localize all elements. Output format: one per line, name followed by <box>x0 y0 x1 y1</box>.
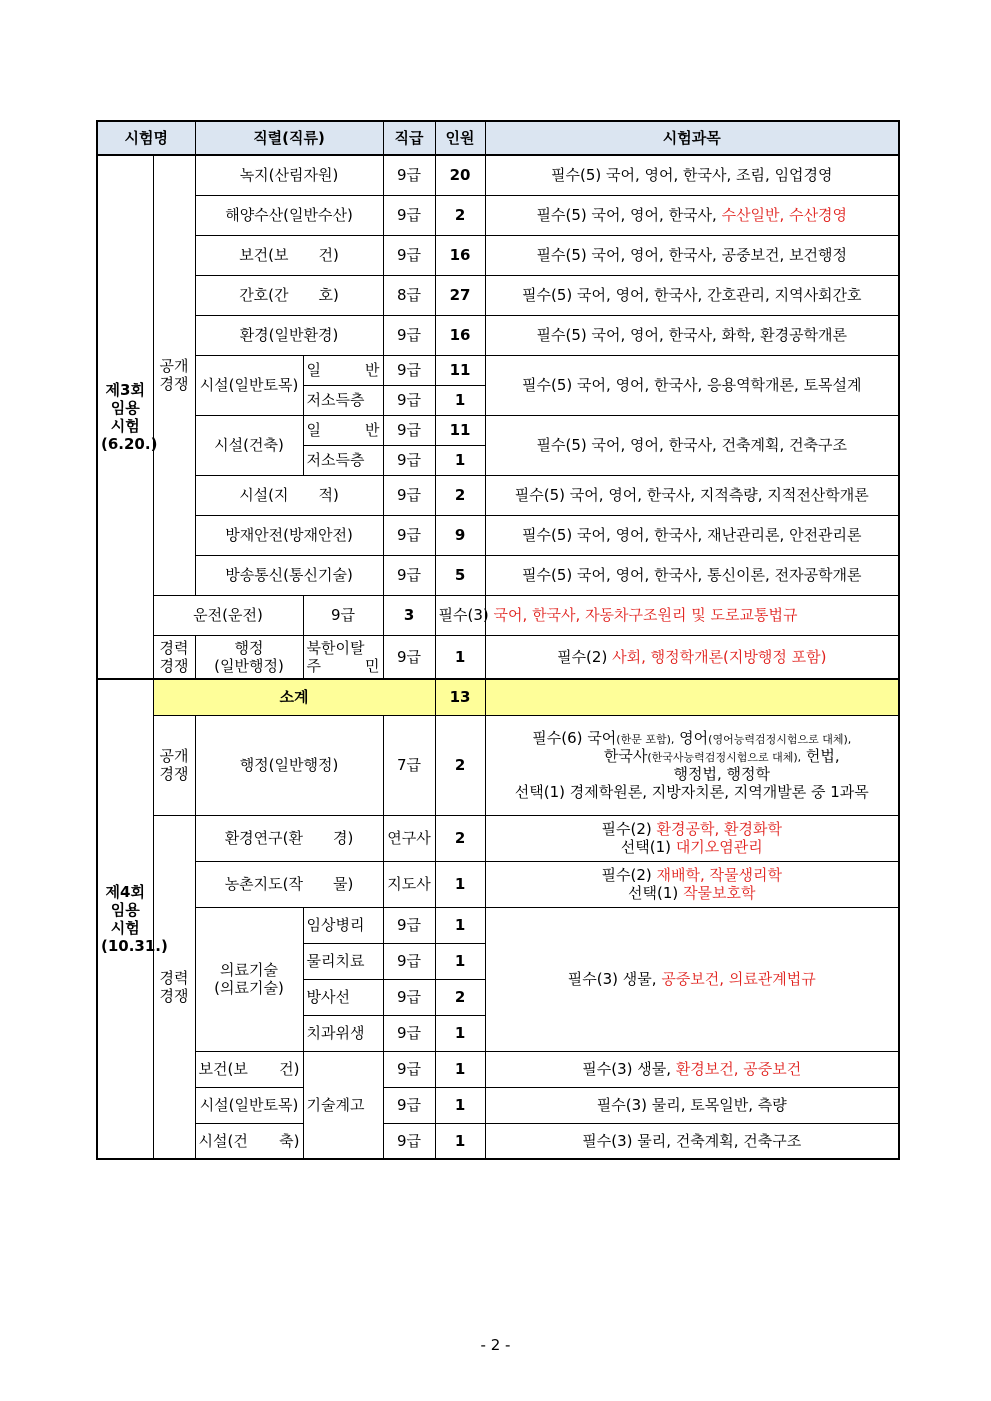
subtotal-label: 소계 <box>153 679 435 715</box>
header-grade: 직급 <box>383 121 435 155</box>
table-row: 공개 경쟁 행정(일반행정) 7급 2 필수(6) 국어(한문 포함), 영어(영어능력검정시험으로 대체), 한국사(한국사능력검정시험으로 대체), 헌법, 행정법, 행정학 선택(1) 경제학원론, 지방자치론, 지역개발론 중 1과목 <box>97 715 899 815</box>
exam3-name: 제3회 임용 시험 (6.20.) <box>97 155 153 679</box>
table-row: 저소득층 9급 1 <box>97 385 899 415</box>
table-row: 시설(일반토목) 9급 1 필수(3) 물리, 토목일반, 측량 <box>97 1087 899 1123</box>
table-row: 해양수산(일반수산) 9급 2 필수(5) 국어, 영어, 한국사, 수산일반, 수산경영 <box>97 195 899 235</box>
table-row: 농촌지도(작 물) 지도사 1 필수(2) 재배학, 작물생리학 선택(1) 작물보호학 <box>97 861 899 907</box>
table-row: 시설(건축) 일 반 9급 11 필수(5) 국어, 영어, 한국사, 건축계획, 건축구조 <box>97 415 899 445</box>
table-row: 경력 경쟁 환경연구(환 경) 연구사 2 필수(2) 환경공학, 환경화학 선택(1) 대기오염관리 <box>97 815 899 861</box>
table-row: 치과위생 9급 1 <box>97 1015 899 1051</box>
table-row: 저소득층 9급 1 <box>97 445 899 475</box>
table-row: 물리치료 9급 1 <box>97 943 899 979</box>
table-row: 시설(일반토목) 일 반 9급 11 필수(5) 국어, 영어, 한국사, 응용역학개론, 토목설계 <box>97 355 899 385</box>
table-row: 경력 경쟁 행정 (일반행정) 북한이탈 주 민 9급 1 필수(2) 사회, 행정학개론(지방행정 포함) <box>97 635 899 679</box>
table-row: 제3회 임용 시험 (6.20.) 공개 경쟁 녹지(산림자원) 9급 20 필수(5) 국어, 영어, 한국사, 조림, 임업경영 <box>97 155 899 195</box>
header-subjects: 시험과목 <box>485 121 899 155</box>
page-number: - 2 - <box>480 1336 511 1354</box>
header-exam: 시험명 <box>97 121 195 155</box>
table-row: 보건(보 건) 기술계고 9급 1 필수(3) 생물, 환경보건, 공중보건 <box>97 1051 899 1087</box>
exam3-career-competition: 경력 경쟁 <box>153 635 195 679</box>
exam4-career-competition: 경력 경쟁 <box>153 815 195 1159</box>
table-row: 의료기술 (의료기술) 임상병리 9급 1 필수(3) 생물, 공중보건, 의료관계법규 <box>97 907 899 943</box>
table-row: 환경(일반환경) 9급 16 필수(5) 국어, 영어, 한국사, 화학, 환경공학개론 <box>97 315 899 355</box>
table-row: 운전(운전) 9급 3 필수(3) 국어, 한국사, 자동차구조원리 및 도로교통법규 <box>97 595 899 635</box>
exam4-name: 제4회 임용 시험 (10.31.) <box>97 679 153 1159</box>
header-count: 인원 <box>435 121 485 155</box>
exam3-open-competition: 공개 경쟁 <box>153 155 195 595</box>
table-row: 방송통신(통신기술) 9급 5 필수(5) 국어, 영어, 한국사, 통신이론, 전자공학개론 <box>97 555 899 595</box>
subtotal-row <box>97 679 899 715</box>
header-job: 직렬(직류) <box>195 121 383 155</box>
table-row: 간호(간 호) 8급 27 필수(5) 국어, 영어, 한국사, 간호관리, 지역사회간호 <box>97 275 899 315</box>
table-row: 보건(보 건) 9급 16 필수(5) 국어, 영어, 한국사, 공중보건, 보건행정 <box>97 235 899 275</box>
table-row: 방재안전(방재안전) 9급 9 필수(5) 국어, 영어, 한국사, 재난관리론, 안전관리론 <box>97 515 899 555</box>
table-row: 시설(건 축) 9급 1 필수(3) 물리, 건축계획, 건축구조 <box>97 1123 899 1159</box>
subtotal-count: 13 <box>435 679 485 715</box>
exam-subjects-table <box>96 120 900 1160</box>
table-row: 시설(지 적) 9급 2 필수(5) 국어, 영어, 한국사, 지적측량, 지적전산학개론 <box>97 475 899 515</box>
exam4-open-competition: 공개 경쟁 <box>153 715 195 815</box>
header-row <box>97 121 899 155</box>
table-row: 방사선 9급 2 <box>97 979 899 1015</box>
